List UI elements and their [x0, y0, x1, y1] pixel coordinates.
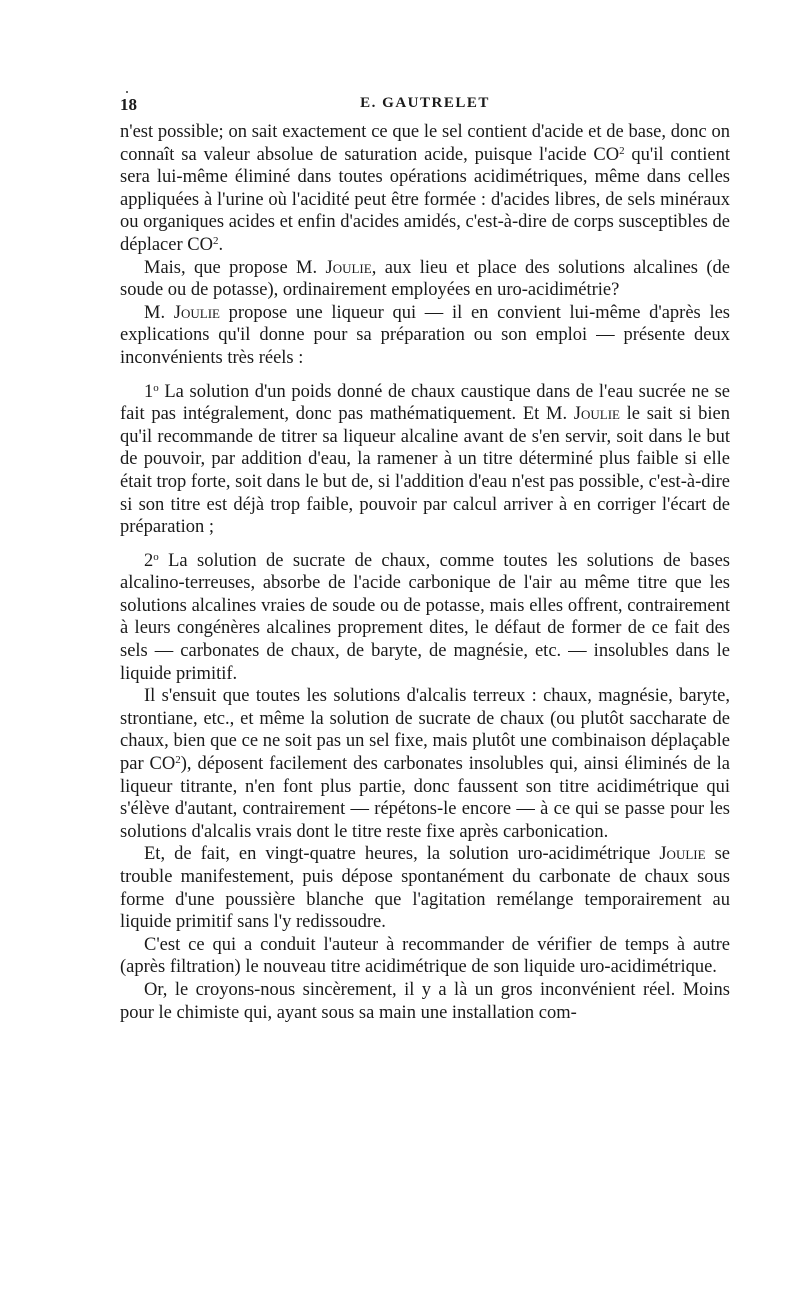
- paragraph: C'est ce qui a conduit l'auteur à recommander de vérifier de temps à autre (après filtration) le nouveau titre acidimétrique de son liquide uro-acidimétrique.: [120, 934, 730, 978]
- paragraph: 2$^o$ La solution de sucrate de chaux, comme toutes les solutions de bases alcalino-terreuses, absorbe de l'acide carbonique de l'air au même titre que les solutions alcalines vraies de soude ou de potasse, mais elles offrent, contrairement à leurs congénères alcalines proprement dites, le défaut de former de ce fait des sels — carbonates de chaux, de baryte, de magnésie, etc. — insolubles dans le liquide primitif.: [120, 550, 730, 684]
- paragraph: M. Joulie propose une liqueur qui — il en convient lui-même d'après les explications qu'il donne pour sa préparation ou son emploi — présente deux inconvénients très réels :: [120, 302, 731, 368]
- page-number: 18: [120, 95, 137, 114]
- paragraph: Il s'ensuit que toutes les solutions d'alcalis terreux : chaux, magnésie, baryte, strontiane, etc., et même la solution de sucrate de chaux (ou plutôt saccharate de chaux, bien que ce ne soit pas un sel fixe, mais plutôt une combinaison déplaçable par $CO^2$), déposent facilement des carbonates insolubles qui, ainsi éliminés de la liqueur titrante, n'en font plus partie, donc faussent son titre acidimétrique qui s'élève d'autant, contrairement — répétons-le encore — à ce qui se passe pour les solutions d'alcalis vrais dont le titre reste fixe après carbonication.: [120, 686, 730, 842]
- paragraph: Et, de fait, en vingt-quatre heures, la solution uro-acidimétrique Joulie se trouble manifestement, puis dépose spontanément du carbonate de chaux sous forme d'une poussière blanche que l'agitation remélange temporairement au liquide primitif sans l'y redissoudre.: [120, 844, 730, 933]
- body-text: [120, 121, 730, 1024]
- running-head: E. GAUTRELET: [360, 95, 490, 111]
- ink-speck: [126, 91, 128, 93]
- paragraph: 1$^o$ La solution d'un poids donné de chaux caustique dans de l'eau sucrée ne se fait pas intégralement, donc pas mathématiquement. Et M. Joulie le sait si bien qu'il recommande de titrer sa liqueur alcaline avant de s'en servir, soit dans le but de pouvoir, par addition d'eau, la ramener à un titre déterminé plus faible si elle était trop forte, soit dans le but de, si l'addition d'eau n'est pas possible, c'est-à-dire si son titre est déjà trop faible, pouvoir par calcul arriver à en corriger l'écart de préparation ;: [120, 381, 730, 538]
- author-name: Joulie: [659, 844, 706, 865]
- author-name: Joulie: [573, 404, 620, 425]
- author-name: Joulie: [325, 257, 372, 278]
- paragraph: Or, le croyons-nous sincèrement, il y a là un gros inconvénient réel. Moins pour le chimiste qui, ayant sous sa main une installation com-: [120, 979, 730, 1023]
- page: [120, 95, 730, 1024]
- author-name: Joulie: [173, 302, 220, 323]
- page-header: [120, 95, 730, 119]
- paragraph: n'est possible; on sait exactement ce que le sel contient d'acide et de base, donc on connaît sa valeur absolue de saturation acide, puisque l'acide $CO^2$ qu'il contient sera lui-même éliminé dans toutes opérations acidimétriques, même dans celles appliquées à l'urine où l'acidité peut être formée : d'acides libres, de sels minéraux ou organiques acides et enfin d'acides amidés, c'est-à-dire de corps susceptibles de déplacer $CO^2$.: [120, 122, 730, 255]
- paragraph: Mais, que propose M. Joulie, aux lieu et place des solutions alcalines (de soude ou de potasse), ordinairement employées en uro-acidimétrie?: [120, 257, 730, 301]
